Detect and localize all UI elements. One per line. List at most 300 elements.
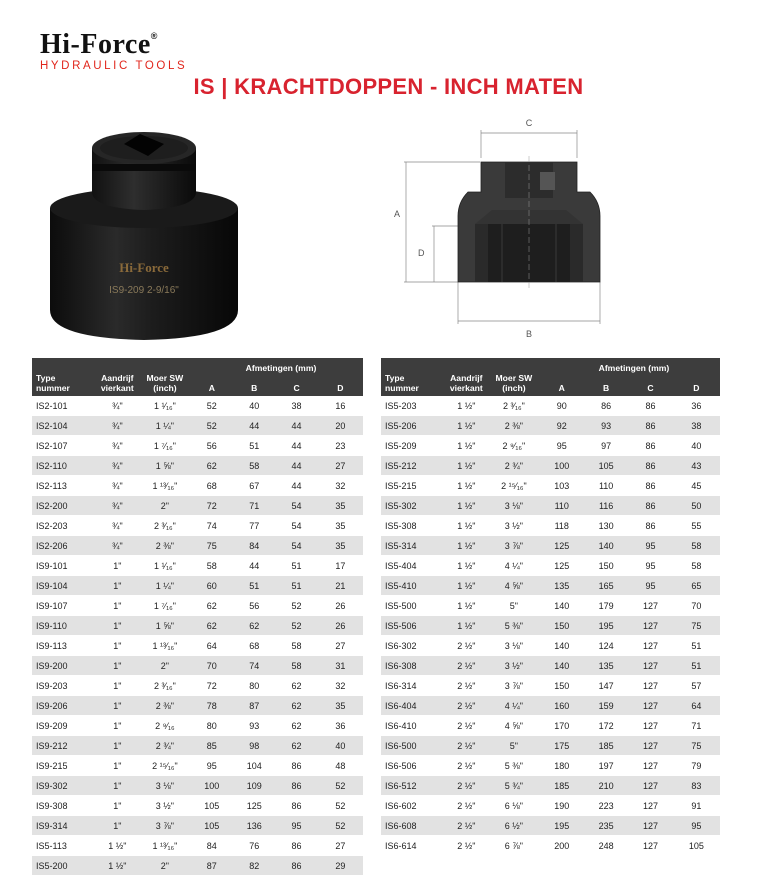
cell-drive: 1 ½": [444, 456, 488, 476]
cell-d: 16: [318, 396, 363, 416]
cell-nut: 1 ¹³⁄₁₆": [139, 476, 190, 496]
cell-c: 86: [275, 856, 317, 876]
cell-type: IS6-506: [381, 756, 444, 776]
cell-nut: 3 ½": [488, 516, 539, 536]
cell-c: 51: [275, 556, 317, 576]
cell-drive: 1": [95, 776, 139, 796]
cell-d: 48: [318, 756, 363, 776]
cell-b: 147: [584, 676, 628, 696]
cell-nut: 5": [488, 596, 539, 616]
cell-d: 36: [673, 396, 720, 416]
cell-b: 197: [584, 756, 628, 776]
cell-nut: 3 ⅞": [488, 676, 539, 696]
logo-brand: Hi-Force: [40, 29, 151, 60]
table-row: [381, 616, 720, 636]
cell-nut: 4 ¼": [488, 696, 539, 716]
cell-a: 64: [191, 636, 233, 656]
table-row: [32, 616, 363, 636]
header-c: C: [275, 358, 317, 396]
cell-d: 105: [673, 836, 720, 856]
cell-nut: 2 ¾": [139, 736, 190, 756]
cell-a: 150: [540, 676, 584, 696]
cell-drive: ¾": [95, 476, 139, 496]
cell-c: 127: [628, 596, 672, 616]
cell-nut: 2 ¹⁵⁄₁₆": [488, 476, 539, 496]
cell-a: 100: [191, 776, 233, 796]
cell-drive: 1": [95, 576, 139, 596]
cell-drive: 1 ½": [444, 616, 488, 636]
cell-b: 51: [233, 576, 275, 596]
cell-c: 86: [628, 436, 672, 456]
cell-nut: 6 ⅛": [488, 796, 539, 816]
cell-drive: 1": [95, 816, 139, 836]
cell-a: 125: [540, 556, 584, 576]
table-row: [381, 576, 720, 596]
cell-type: IS5-506: [381, 616, 444, 636]
cell-type: IS9-203: [32, 676, 95, 696]
header-b: Afmetingen (mm) B: [233, 358, 275, 396]
dim-label-a: A: [394, 209, 401, 219]
cell-c: 62: [275, 696, 317, 716]
table-row: [381, 476, 720, 496]
dim-label-d: D: [418, 248, 425, 258]
cell-a: 72: [191, 676, 233, 696]
table-row: [381, 816, 720, 836]
cell-b: 71: [233, 496, 275, 516]
cell-a: 125: [540, 536, 584, 556]
table-row: [32, 856, 363, 876]
cell-type: IS2-206: [32, 536, 95, 556]
cell-nut: 4 ⅝": [488, 716, 539, 736]
cell-a: 84: [191, 836, 233, 856]
cell-a: 52: [191, 396, 233, 416]
cell-drive: ¾": [95, 496, 139, 516]
cell-c: 54: [275, 516, 317, 536]
cell-b: 130: [584, 516, 628, 536]
cell-a: 118: [540, 516, 584, 536]
table-row: [32, 676, 363, 696]
cell-b: 82: [233, 856, 275, 876]
cell-b: 165: [584, 576, 628, 596]
cell-type: IS2-110: [32, 456, 95, 476]
cell-nut: 2": [139, 496, 190, 516]
spec-table-left: [32, 358, 363, 876]
cell-a: 140: [540, 596, 584, 616]
header-nut: Moer SW (inch): [488, 358, 539, 396]
cell-drive: 1 ½": [95, 836, 139, 856]
cell-a: 190: [540, 796, 584, 816]
cell-nut: 1 ⁷⁄₁₆": [139, 596, 190, 616]
cell-a: 170: [540, 716, 584, 736]
cell-nut: 3 ½": [488, 656, 539, 676]
cell-type: IS2-113: [32, 476, 95, 496]
table-row: [32, 696, 363, 716]
cell-d: 52: [318, 796, 363, 816]
cell-d: 64: [673, 696, 720, 716]
engraving-brand: Hi-Force: [119, 260, 169, 275]
cell-b: 248: [584, 836, 628, 856]
cell-c: 86: [275, 796, 317, 816]
cell-b: 84: [233, 536, 275, 556]
cell-c: 58: [275, 636, 317, 656]
cell-type: IS6-410: [381, 716, 444, 736]
cell-a: 87: [191, 856, 233, 876]
cell-b: 86: [584, 396, 628, 416]
cell-drive: 1": [95, 676, 139, 696]
cell-b: 87: [233, 696, 275, 716]
cell-d: 43: [673, 456, 720, 476]
table-row: [32, 736, 363, 756]
table-row: [381, 636, 720, 656]
cell-type: IS9-107: [32, 596, 95, 616]
cell-a: 70: [191, 656, 233, 676]
cell-b: 210: [584, 776, 628, 796]
cell-nut: 2 ¾": [488, 456, 539, 476]
cell-type: IS6-314: [381, 676, 444, 696]
cell-c: 54: [275, 496, 317, 516]
cell-a: 72: [191, 496, 233, 516]
cell-d: 29: [318, 856, 363, 876]
cell-b: 58: [233, 456, 275, 476]
cell-a: 110: [540, 496, 584, 516]
cell-b: 40: [233, 396, 275, 416]
table-row: [32, 656, 363, 676]
cell-d: 91: [673, 796, 720, 816]
cell-type: IS9-314: [32, 816, 95, 836]
table-row: [32, 776, 363, 796]
cell-type: IS2-203: [32, 516, 95, 536]
cell-a: 185: [540, 776, 584, 796]
cell-nut: 2 ³⁄₁₆": [139, 516, 190, 536]
cell-nut: 3 ⅞": [488, 536, 539, 556]
cell-a: 175: [540, 736, 584, 756]
cell-c: 44: [275, 416, 317, 436]
cell-nut: 1 ⅝": [139, 616, 190, 636]
table-row: [381, 436, 720, 456]
cell-type: IS5-215: [381, 476, 444, 496]
cell-drive: ¾": [95, 456, 139, 476]
cell-b: 140: [584, 536, 628, 556]
cell-a: 200: [540, 836, 584, 856]
table-row: [32, 516, 363, 536]
table-row: [381, 756, 720, 776]
impact-socket-image: [44, 120, 244, 345]
cell-a: 62: [191, 616, 233, 636]
cell-a: 60: [191, 576, 233, 596]
cell-c: 95: [628, 536, 672, 556]
cell-drive: 2 ½": [444, 736, 488, 756]
table-row: [381, 656, 720, 676]
cell-c: 127: [628, 736, 672, 756]
cell-c: 95: [275, 816, 317, 836]
cell-drive: ¾": [95, 516, 139, 536]
cell-c: 38: [275, 396, 317, 416]
cell-type: IS5-410: [381, 576, 444, 596]
cell-a: 150: [540, 616, 584, 636]
table-row: [381, 496, 720, 516]
cell-type: IS5-314: [381, 536, 444, 556]
cell-a: 75: [191, 536, 233, 556]
cell-type: IS6-512: [381, 776, 444, 796]
cell-drive: 1 ½": [444, 596, 488, 616]
cell-type: IS9-206: [32, 696, 95, 716]
header-b: Afmetingen (mm) B: [584, 358, 628, 396]
dim-label-c: C: [525, 118, 533, 128]
cell-nut: 3 ⅛": [488, 636, 539, 656]
cell-d: 26: [318, 616, 363, 636]
table-row: [381, 556, 720, 576]
cell-c: 127: [628, 696, 672, 716]
table-row: [381, 776, 720, 796]
cell-d: 70: [673, 596, 720, 616]
cell-nut: 2 ⁹⁄₁₆": [488, 436, 539, 456]
cell-nut: 2 ⁹⁄₁₆: [139, 716, 190, 736]
cell-drive: ¾": [95, 396, 139, 416]
cell-c: 86: [628, 516, 672, 536]
cell-c: 86: [628, 416, 672, 436]
cell-d: 20: [318, 416, 363, 436]
cell-d: 32: [318, 476, 363, 496]
cell-drive: 1 ½": [444, 536, 488, 556]
cell-c: 86: [628, 496, 672, 516]
header-nut: Moer SW (inch): [139, 358, 190, 396]
cell-type: IS5-212: [381, 456, 444, 476]
cell-d: 51: [673, 656, 720, 676]
header-dimensions: Afmetingen (mm): [245, 363, 317, 373]
cell-drive: 2 ½": [444, 836, 488, 856]
cell-type: IS5-302: [381, 496, 444, 516]
dimension-diagram: [380, 112, 620, 344]
cell-type: IS6-602: [381, 796, 444, 816]
cell-d: 52: [318, 776, 363, 796]
cell-b: 97: [584, 436, 628, 456]
cell-b: 68: [233, 636, 275, 656]
cell-nut: 1 ¹³⁄₁₆": [139, 636, 190, 656]
cell-b: 136: [233, 816, 275, 836]
header-type: Type nummer: [381, 358, 444, 396]
cell-type: IS5-209: [381, 436, 444, 456]
cell-d: 32: [318, 676, 363, 696]
cell-d: 40: [673, 436, 720, 456]
table-row: [32, 576, 363, 596]
cell-d: 40: [318, 736, 363, 756]
cell-type: IS6-404: [381, 696, 444, 716]
cell-nut: 5 ¾": [488, 776, 539, 796]
cell-c: 127: [628, 616, 672, 636]
cell-b: 135: [584, 656, 628, 676]
cell-d: 38: [673, 416, 720, 436]
cell-c: 44: [275, 456, 317, 476]
table-row: [32, 816, 363, 836]
cell-drive: 2 ½": [444, 656, 488, 676]
cell-type: IS2-200: [32, 496, 95, 516]
cell-a: 180: [540, 756, 584, 776]
cell-c: 58: [275, 656, 317, 676]
cell-nut: 2": [139, 856, 190, 876]
cell-d: 36: [318, 716, 363, 736]
cell-type: IS6-614: [381, 836, 444, 856]
cell-a: 80: [191, 716, 233, 736]
table-row: [32, 636, 363, 656]
cell-c: 54: [275, 536, 317, 556]
cell-d: 65: [673, 576, 720, 596]
cell-c: 86: [628, 456, 672, 476]
table-row: [381, 836, 720, 856]
cell-d: 57: [673, 676, 720, 696]
cell-nut: 6 ⅞": [488, 836, 539, 856]
cell-c: 51: [275, 576, 317, 596]
cell-drive: 1 ½": [444, 516, 488, 536]
table-row: [32, 476, 363, 496]
table-row: [32, 836, 363, 856]
cell-nut: 1 ⁷⁄₁₆": [139, 436, 190, 456]
header-type: Type nummer: [32, 358, 95, 396]
cell-drive: 1": [95, 736, 139, 756]
cell-a: 78: [191, 696, 233, 716]
cell-c: 86: [275, 776, 317, 796]
dim-label-b: B: [525, 329, 533, 339]
cell-b: 195: [584, 616, 628, 636]
cell-b: 223: [584, 796, 628, 816]
registered-mark: ®: [150, 31, 158, 41]
cell-drive: 2 ½": [444, 636, 488, 656]
table-row: [381, 716, 720, 736]
cell-b: 67: [233, 476, 275, 496]
table-row: [32, 396, 363, 416]
cell-b: 179: [584, 596, 628, 616]
cell-nut: 3 ½": [139, 796, 190, 816]
cell-b: 125: [233, 796, 275, 816]
logo-wordmark: [40, 22, 187, 59]
cell-a: 68: [191, 476, 233, 496]
cell-type: IS9-104: [32, 576, 95, 596]
cell-nut: 3 ⅛": [139, 776, 190, 796]
cell-d: 58: [673, 556, 720, 576]
cell-nut: 2 ⅜": [139, 696, 190, 716]
cell-d: 95: [673, 816, 720, 836]
header-a: A: [540, 358, 584, 396]
cell-a: 56: [191, 436, 233, 456]
cell-b: 93: [233, 716, 275, 736]
cell-b: 74: [233, 656, 275, 676]
cell-b: 76: [233, 836, 275, 856]
cell-drive: 1": [95, 716, 139, 736]
table-row: [32, 796, 363, 816]
cell-nut: 3 ⅞": [139, 816, 190, 836]
cell-c: 62: [275, 716, 317, 736]
cell-d: 31: [318, 656, 363, 676]
header-dimensions: Afmetingen (mm): [598, 363, 670, 373]
table-row: [32, 456, 363, 476]
table-row: [32, 436, 363, 456]
header-drive: Aandrijf vierkant: [95, 358, 139, 396]
cell-drive: 2 ½": [444, 716, 488, 736]
cell-type: IS9-302: [32, 776, 95, 796]
cell-a: 52: [191, 416, 233, 436]
cell-c: 62: [275, 736, 317, 756]
cell-nut: 2 ³⁄₁₆": [139, 676, 190, 696]
cell-nut: 2 ¹⁵⁄₁₆": [139, 756, 190, 776]
cell-a: 103: [540, 476, 584, 496]
header-drive: Aandrijf vierkant: [444, 358, 488, 396]
cell-type: IS6-608: [381, 816, 444, 836]
cell-type: IS9-110: [32, 616, 95, 636]
cell-b: 105: [584, 456, 628, 476]
cell-nut: 1 ⅝": [139, 456, 190, 476]
engraving-model: IS9-209 2-9/16": [109, 285, 179, 296]
cell-drive: 2 ½": [444, 776, 488, 796]
table-row: [381, 516, 720, 536]
cell-b: 172: [584, 716, 628, 736]
brand-logo: [40, 22, 187, 72]
cell-nut: 4 ⅝": [488, 576, 539, 596]
cell-d: 75: [673, 616, 720, 636]
cell-type: IS5-308: [381, 516, 444, 536]
cell-d: 35: [318, 496, 363, 516]
cell-c: 52: [275, 596, 317, 616]
table-row: [32, 716, 363, 736]
cell-drive: 2 ½": [444, 676, 488, 696]
cell-c: 86: [628, 476, 672, 496]
cell-drive: 1 ½": [444, 556, 488, 576]
cell-a: 90: [540, 396, 584, 416]
cell-b: 62: [233, 616, 275, 636]
table-row: [381, 596, 720, 616]
cell-d: 26: [318, 596, 363, 616]
cell-d: 17: [318, 556, 363, 576]
cell-a: 140: [540, 656, 584, 676]
cell-b: 104: [233, 756, 275, 776]
cell-b: 110: [584, 476, 628, 496]
cell-type: IS2-101: [32, 396, 95, 416]
cell-b: 150: [584, 556, 628, 576]
cell-c: 127: [628, 716, 672, 736]
cell-a: 92: [540, 416, 584, 436]
cell-drive: 2 ½": [444, 696, 488, 716]
cell-a: 85: [191, 736, 233, 756]
cell-d: 83: [673, 776, 720, 796]
cell-d: 58: [673, 536, 720, 556]
cell-drive: 2 ½": [444, 816, 488, 836]
cell-nut: 2 ⅜": [488, 416, 539, 436]
cell-a: 140: [540, 636, 584, 656]
cell-type: IS9-308: [32, 796, 95, 816]
cell-d: 27: [318, 836, 363, 856]
cell-d: 75: [673, 736, 720, 756]
table-row: [381, 796, 720, 816]
cell-type: IS9-209: [32, 716, 95, 736]
cell-type: IS6-500: [381, 736, 444, 756]
cell-b: 51: [233, 436, 275, 456]
cell-b: 235: [584, 816, 628, 836]
cell-d: 35: [318, 696, 363, 716]
cell-b: 159: [584, 696, 628, 716]
table-row: [381, 696, 720, 716]
cell-nut: 2 ⅜": [139, 536, 190, 556]
cell-a: 58: [191, 556, 233, 576]
cell-type: IS5-203: [381, 396, 444, 416]
table-row: [381, 416, 720, 436]
cell-a: 100: [540, 456, 584, 476]
cell-b: 56: [233, 596, 275, 616]
cell-drive: 1": [95, 556, 139, 576]
table-row: [32, 596, 363, 616]
table-row: [32, 556, 363, 576]
cell-d: 21: [318, 576, 363, 596]
cell-d: 35: [318, 536, 363, 556]
cell-b: 116: [584, 496, 628, 516]
cell-drive: 1 ½": [444, 576, 488, 596]
